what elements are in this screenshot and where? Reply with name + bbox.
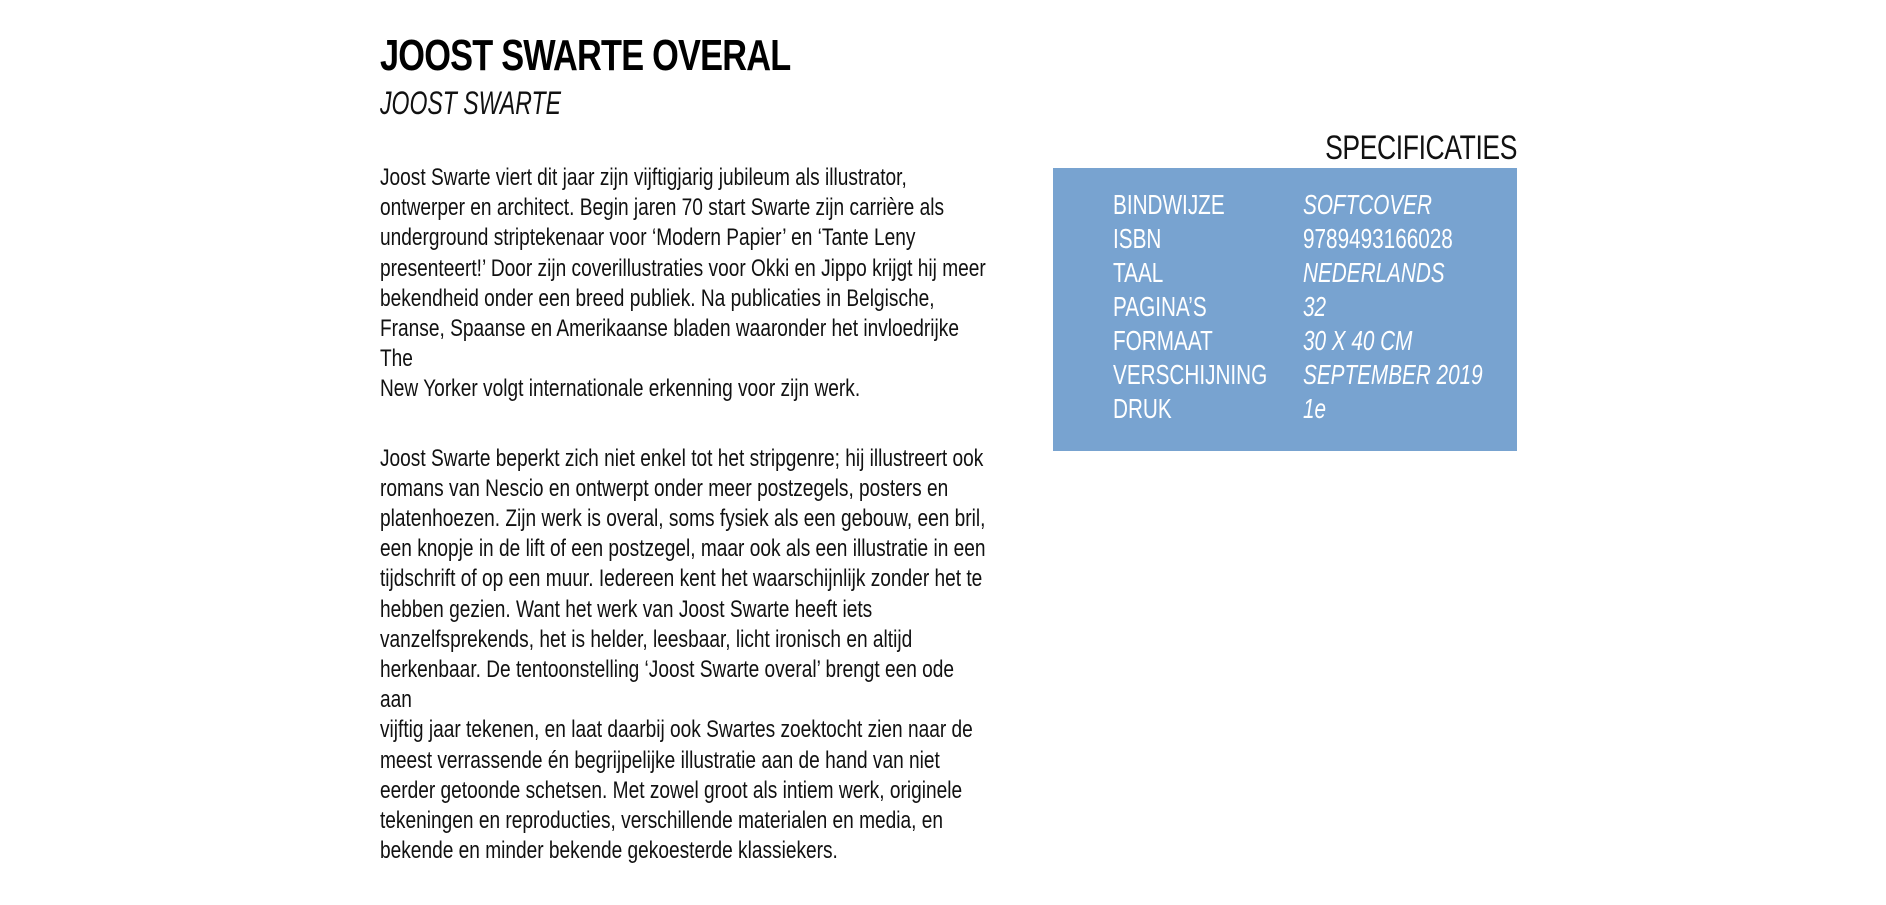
spec-value: 1e [1303,393,1327,424]
spec-value: 32 [1303,291,1327,322]
spec-label: PAGINA’S [1113,291,1207,322]
spec-label: BINDWIJZE [1113,189,1225,220]
spec-row-taal [1113,256,1513,290]
spec-label: DRUK [1113,393,1172,424]
book-description [380,163,988,905]
spec-value: 9789493166028 [1303,223,1453,254]
spec-label: ISBN [1113,223,1162,254]
book-title: JOOST SWARTE OVERAL [380,31,791,80]
specs-panel [1053,168,1517,451]
spec-value: NEDERLANDS [1303,257,1445,288]
spec-row-verschijning [1113,358,1513,392]
spec-label: TAAL [1113,257,1164,288]
description-paragraph: Joost Swarte viert dit jaar zijn vijftigjarig jubileum als illustrator, ontwerper en architect. Begin jaren 70 start Swarte zijn carrière als underground striptekenaar voor ‘Modern Papier’ en ‘Tante Leny presenteert!’ Door zijn coverillustraties voor Okki en Jippo krijgt hij meer bekendheid onder een breed publiek. Na publicaties in Belgische, Franse, Spaanse en Amerikaanse bladen waaronder het invloedrijke The New Yorker volgt internationale erkenning voor zijn werk. [380,164,986,403]
spec-value: SOFTCOVER [1303,189,1432,220]
spec-row-paginas [1113,290,1513,324]
spec-row-formaat [1113,324,1513,358]
specs-heading: SPECIFICATIES [1325,129,1517,167]
book-author: JOOST SWARTE [380,85,561,121]
spec-row-druk [1113,392,1513,426]
spec-label: FORMAAT [1113,325,1213,356]
spec-row-bindwijze [1113,188,1513,222]
spec-value: 30 X 40 CM [1303,325,1413,356]
spec-label: VERSCHIJNING [1113,359,1268,390]
spec-row-isbn [1113,222,1513,256]
spec-value: SEPTEMBER 2019 [1303,359,1483,390]
description-paragraph: Joost Swarte beperkt zich niet enkel tot het stripgenre; hij illustreert ook romans van Nescio en ontwerpt onder meer postzegels, posters en platenhoezen. Zijn werk is overal, soms fysiek als een gebouw, een bril, een knopje in de lift of een postzegel, maar ook als een illustratie in een tijdschrift of op een muur. Iedereen kent het waarschijnlijk zonder het te hebben gezien. Want het werk van Joost Swarte heeft iets vanzelfsprekends, het is helder, leesbaar, licht ironisch en altijd herkenbaar. De tentoonstelling ‘Joost Swarte overal’ brengt een ode aan vijftig jaar tekenen, en laat daarbij ook Swartes zoektocht zien naar de meest verrassende én begrijpelijke illustratie aan de hand van niet eerder getoonde schetsen. Met zowel groot als intiem werk, originele tekeningen en reproducties, verschillende materialen en media, en bekende en minder bekende gekoesterde klassiekers. [380,444,986,865]
